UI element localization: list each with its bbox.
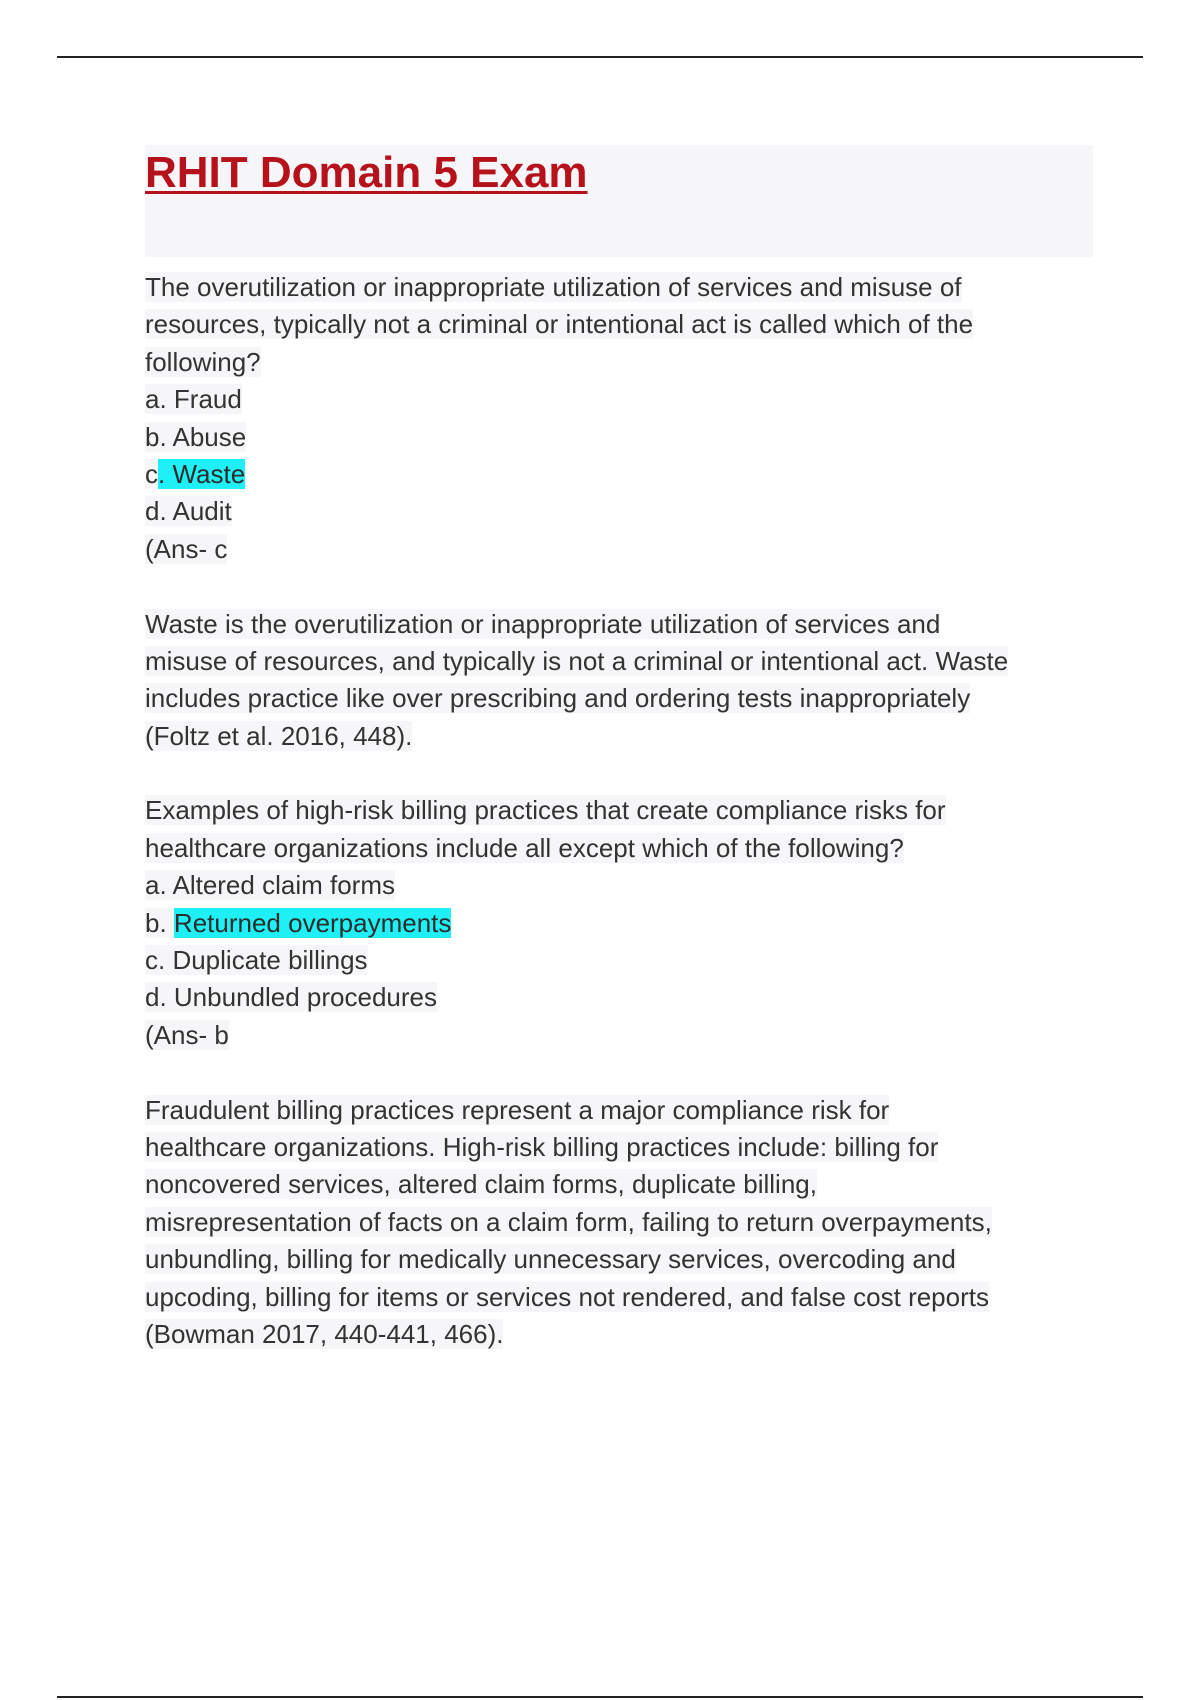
answer-line: (Ans- b bbox=[145, 1019, 229, 1050]
explanation-line: Waste is the overutilization or inappropriate utilization of services and bbox=[145, 608, 941, 639]
bottom-rule bbox=[57, 1696, 1143, 1698]
explanation-line: upcoding, billing for items or services not rendered, and false cost reports bbox=[145, 1281, 989, 1312]
question-stem-line: The overutilization or inappropriate utilization of services and misuse of bbox=[145, 272, 962, 302]
explanation-line: misuse of resources, and typically is not a criminal or intentional act. Waste bbox=[145, 645, 1009, 676]
question-stem-line: Examples of high-risk billing practices that create compliance risks for bbox=[145, 795, 946, 826]
question-2 bbox=[145, 792, 1093, 1353]
option-d: d. Unbundled procedures bbox=[145, 982, 437, 1013]
explanation-line: noncovered services, altered claim forms, duplicate billing, bbox=[145, 1169, 817, 1200]
question-1 bbox=[145, 269, 1093, 792]
explanation-line: (Bowman 2017, 440-441, 466). bbox=[145, 1318, 504, 1349]
title-block bbox=[145, 145, 1093, 257]
answer-line: (Ans- c bbox=[145, 533, 228, 564]
option-b-correct: b. Returned overpayments bbox=[145, 907, 452, 938]
option-d: d. Audit bbox=[145, 496, 232, 527]
document-body bbox=[145, 145, 1093, 1353]
question-stem-line: healthcare organizations include all except which of the following? bbox=[145, 832, 904, 863]
option-c-correct: c. Waste bbox=[145, 458, 246, 489]
explanation-line: includes practice like over prescribing and ordering tests inappropriately bbox=[145, 683, 971, 714]
explanation-line: (Foltz et al. 2016, 448). bbox=[145, 720, 413, 751]
explanation-line: Fraudulent billing practices represent a major compliance risk for bbox=[145, 1094, 890, 1125]
option-a: a. Altered claim forms bbox=[145, 870, 395, 901]
question-stem-line: resources, typically not a criminal or intentional act is called which of the bbox=[145, 309, 974, 340]
answer-highlight: Returned overpayments bbox=[173, 907, 452, 938]
option-c: c. Duplicate billings bbox=[145, 945, 368, 976]
answer-highlight: . Waste bbox=[158, 458, 246, 489]
document-title: RHIT Domain 5 Exam bbox=[145, 148, 588, 197]
explanation-line: unbundling, billing for medically unnecessary services, overcoding and bbox=[145, 1244, 956, 1275]
question-stem-line: following? bbox=[145, 346, 261, 377]
explanation-line: healthcare organizations. High-risk billing practices include: billing for bbox=[145, 1131, 939, 1162]
top-rule bbox=[57, 56, 1143, 58]
explanation-line: misrepresentation of facts on a claim form, failing to return overpayments, bbox=[145, 1206, 992, 1237]
option-b: b. Abuse bbox=[145, 421, 247, 452]
option-a: a. Fraud bbox=[145, 384, 242, 415]
